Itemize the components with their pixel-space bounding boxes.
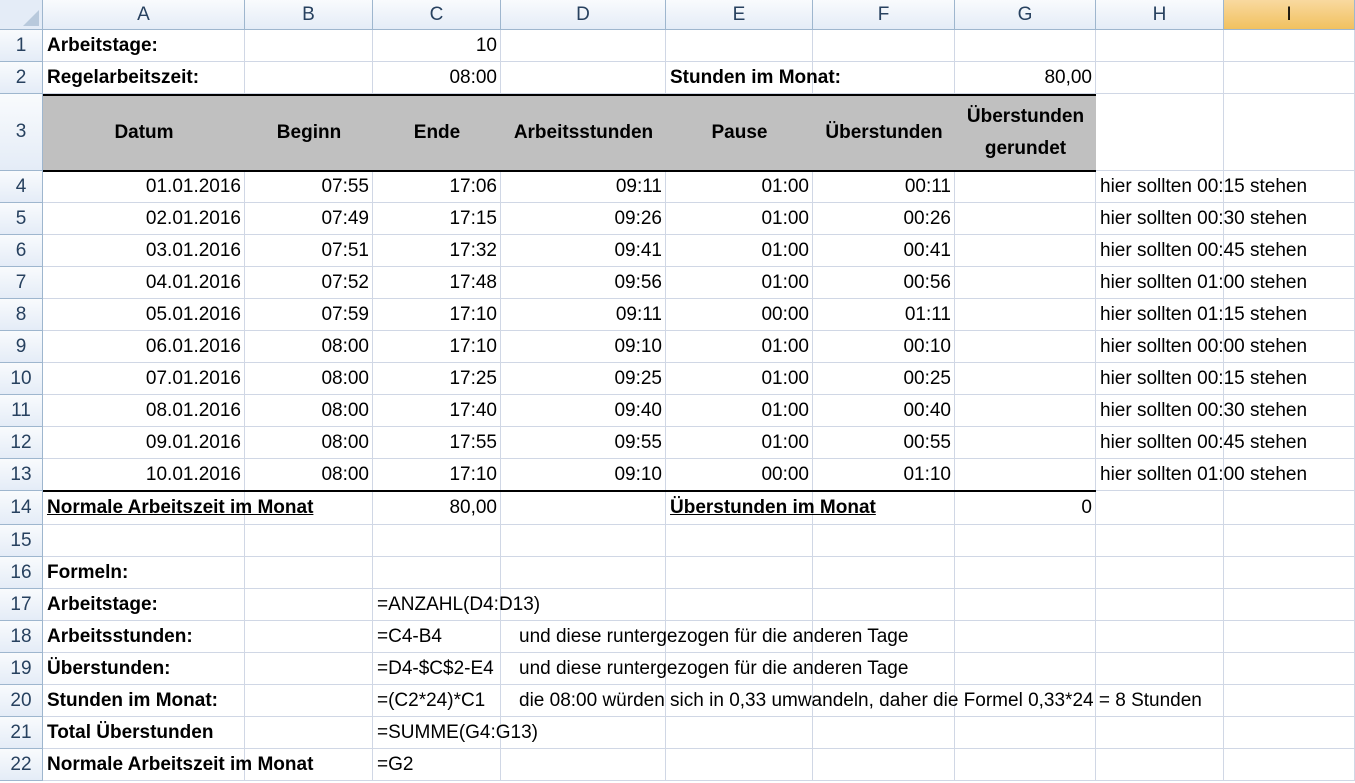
table-note: hier sollten 00:15 stehen [1100, 176, 1308, 197]
value-regelarbeitszeit: 08:00 [449, 67, 497, 88]
table-note: hier sollten 00:30 stehen [1100, 208, 1308, 229]
row-header-9[interactable]: 9 [0, 331, 43, 363]
column-header-b[interactable]: B [245, 0, 373, 30]
select-all-corner[interactable] [0, 0, 43, 30]
row-header-11[interactable]: 11 [0, 395, 43, 427]
formula-text: =SUMME(G4:G13) [377, 722, 539, 743]
table-cell: 01:00 [761, 272, 809, 293]
cell[interactable] [1224, 557, 1355, 589]
table-cell: 17:10 [449, 336, 497, 357]
column-header-h[interactable]: H [1096, 0, 1224, 30]
cell[interactable] [245, 525, 373, 557]
table-header-5: Überstunden [825, 121, 943, 143]
table-cell: 00:41 [903, 240, 951, 261]
row-header-2[interactable]: 2 [0, 62, 43, 94]
row-header-19[interactable]: 19 [0, 653, 43, 685]
table-note: hier sollten 00:00 stehen [1100, 336, 1308, 357]
cell[interactable] [501, 557, 666, 589]
table-note: hier sollten 00:15 stehen [1100, 368, 1308, 389]
column-header-e[interactable]: E [666, 0, 813, 30]
row-header-16[interactable]: 16 [0, 557, 43, 589]
cell[interactable] [666, 30, 813, 62]
cell[interactable] [501, 62, 666, 94]
row-header-20[interactable]: 20 [0, 685, 43, 717]
cell[interactable] [813, 589, 955, 621]
table-cell: 01:00 [761, 368, 809, 389]
cell[interactable] [813, 525, 955, 557]
table-cell: 01:00 [761, 240, 809, 261]
table-cell: 07:49 [321, 208, 369, 229]
table-header-6: Überstunden gerundet [966, 105, 1085, 159]
formula-note: und diese runtergezogen für die anderen Tage [519, 658, 909, 679]
table-cell: 00:00 [761, 304, 809, 325]
table-note: hier sollten 00:45 stehen [1100, 432, 1308, 453]
table-cell: 07:52 [321, 272, 369, 293]
cell[interactable] [1224, 525, 1355, 557]
cell[interactable] [501, 491, 666, 525]
row-header-3[interactable]: 3 [0, 94, 43, 171]
value-normale-arbeitszeit: 80,00 [449, 497, 497, 518]
column-header-g[interactable]: G [955, 0, 1096, 30]
cell[interactable] [1224, 30, 1355, 62]
row-header-4[interactable]: 4 [0, 171, 43, 203]
formula-note: die 08:00 würden sich in 0,33 umwandeln, daher die Formel 0,33*24 = 8 Stunden [519, 690, 1202, 711]
cell[interactable] [1224, 94, 1355, 171]
cell[interactable] [813, 749, 955, 781]
table-cell: 09:56 [614, 272, 662, 293]
column-header-c[interactable]: C [373, 0, 501, 30]
label-arbeitstage: Arbeitstage: [47, 35, 158, 56]
cell[interactable] [501, 30, 666, 62]
table-cell: 01:00 [761, 336, 809, 357]
formula-label: Normale Arbeitszeit im Monat [47, 754, 314, 775]
row-header-21[interactable]: 21 [0, 717, 43, 749]
table-cell: 00:40 [903, 400, 951, 421]
cell[interactable] [666, 589, 813, 621]
formula-text: =D4-$C$2-E4 [377, 658, 494, 679]
column-header-a[interactable]: A [43, 0, 245, 30]
row-header-22[interactable]: 22 [0, 749, 43, 781]
table-cell: 01:00 [761, 208, 809, 229]
row-header-15[interactable]: 15 [0, 525, 43, 557]
label-normale-arbeitszeit: Normale Arbeitszeit im Monat [47, 497, 314, 518]
table-cell: 17:25 [449, 368, 497, 389]
formulas-title: Formeln: [47, 562, 129, 583]
table-cell: 05.01.2016 [145, 304, 241, 325]
formula-note: und diese runtergezogen für die anderen Tage [519, 626, 909, 647]
table-cell: 08:00 [321, 464, 369, 485]
row-header-12[interactable]: 12 [0, 427, 43, 459]
cell[interactable] [666, 749, 813, 781]
row-header-5[interactable]: 5 [0, 203, 43, 235]
table-cell [955, 459, 1096, 491]
table-header-2: Ende [413, 121, 461, 143]
table-cell: 06.01.2016 [145, 336, 241, 357]
cell[interactable] [1096, 62, 1224, 94]
table-cell: 01:00 [761, 400, 809, 421]
table-cell: 17:48 [449, 272, 497, 293]
cell[interactable] [1096, 717, 1224, 749]
table-note: hier sollten 01:00 stehen [1100, 272, 1308, 293]
row-header-7[interactable]: 7 [0, 267, 43, 299]
table-cell: 00:55 [903, 432, 951, 453]
cell[interactable] [1096, 491, 1224, 525]
formula-label: Total Überstunden [47, 722, 214, 743]
cell[interactable] [373, 557, 501, 589]
table-cell: 17:32 [449, 240, 497, 261]
cell[interactable] [955, 589, 1096, 621]
table-cell: 17:10 [449, 304, 497, 325]
table-cell: 07:59 [321, 304, 369, 325]
formula-label: Überstunden: [47, 658, 171, 679]
cell[interactable] [1224, 749, 1355, 781]
cell[interactable] [813, 30, 955, 62]
table-cell: 17:55 [449, 432, 497, 453]
cell[interactable] [1096, 557, 1224, 589]
table-cell [955, 331, 1096, 363]
table-cell [955, 395, 1096, 427]
table-cell: 00:56 [903, 272, 951, 293]
table-cell: 01:10 [903, 464, 951, 485]
table-cell: 00:00 [761, 464, 809, 485]
label-regelarbeitszeit: Regelarbeitszeit: [47, 67, 200, 88]
table-cell: 01:00 [761, 432, 809, 453]
table-header-1: Beginn [276, 121, 342, 143]
row-header-8[interactable]: 8 [0, 299, 43, 331]
cell[interactable] [955, 717, 1096, 749]
cell[interactable] [1096, 525, 1224, 557]
cell[interactable] [43, 525, 245, 557]
table-cell: 09.01.2016 [145, 432, 241, 453]
table-header-4: Pause [711, 121, 768, 143]
cell[interactable] [813, 717, 955, 749]
cell[interactable] [813, 557, 955, 589]
cell[interactable] [666, 525, 813, 557]
cell[interactable] [955, 557, 1096, 589]
table-cell: 08.01.2016 [145, 400, 241, 421]
cell[interactable] [666, 717, 813, 749]
cell[interactable] [955, 749, 1096, 781]
table-cell [955, 267, 1096, 299]
table-cell: 09:55 [614, 432, 662, 453]
cell[interactable] [1224, 589, 1355, 621]
table-cell: 10.01.2016 [145, 464, 241, 485]
row-header-10[interactable]: 10 [0, 363, 43, 395]
table-cell: 09:40 [614, 400, 662, 421]
table-note: hier sollten 01:15 stehen [1100, 304, 1308, 325]
table-cell: 03.01.2016 [145, 240, 241, 261]
table-cell: 07:55 [321, 176, 369, 197]
formula-text: =(C2*24)*C1 [377, 690, 486, 711]
table-cell: 01:11 [904, 304, 951, 325]
column-header-d[interactable]: D [501, 0, 666, 30]
table-note: hier sollten 00:30 stehen [1100, 400, 1308, 421]
cell[interactable] [666, 557, 813, 589]
row-header-13[interactable]: 13 [0, 459, 43, 491]
table-cell: 07:51 [321, 240, 369, 261]
table-cell: 17:06 [449, 176, 497, 197]
value-stunden-im-monat: 80,00 [1044, 67, 1092, 88]
cell[interactable] [1224, 491, 1355, 525]
table-cell: 08:00 [321, 432, 369, 453]
cell[interactable] [955, 30, 1096, 62]
table-cell: 17:10 [449, 464, 497, 485]
formula-text: =G2 [377, 754, 414, 775]
formula-text: =C4-B4 [377, 626, 442, 647]
cell[interactable] [373, 525, 501, 557]
table-cell: 09:41 [614, 240, 662, 261]
table-cell: 09:26 [614, 208, 662, 229]
table-cell: 00:26 [903, 208, 951, 229]
column-header-f[interactable]: F [813, 0, 955, 30]
cell[interactable] [1224, 717, 1355, 749]
formula-label: Stunden im Monat: [47, 690, 218, 711]
table-cell: 09:10 [614, 464, 662, 485]
formula-text: =ANZAHL(D4:D13) [377, 594, 541, 615]
table-cell: 00:10 [903, 336, 951, 357]
table-cell: 07.01.2016 [145, 368, 241, 389]
column-header-i[interactable]: I [1224, 0, 1355, 30]
table-cell: 09:11 [615, 304, 662, 325]
formula-label: Arbeitsstunden: [47, 626, 193, 647]
table-cell: 00:25 [903, 368, 951, 389]
table-cell: 04.01.2016 [145, 272, 241, 293]
cell[interactable] [1096, 749, 1224, 781]
value-arbeitstage: 10 [475, 35, 497, 56]
formula-label: Arbeitstage: [47, 594, 158, 615]
table-cell [955, 427, 1096, 459]
cell[interactable] [1224, 62, 1355, 94]
value-ueberstunden-im-monat: 0 [1081, 497, 1092, 518]
table-cell: 09:25 [614, 368, 662, 389]
table-cell: 01.01.2016 [145, 176, 241, 197]
row-header-17[interactable]: 17 [0, 589, 43, 621]
table-cell: 09:10 [614, 336, 662, 357]
cell[interactable] [501, 525, 666, 557]
table-cell: 08:00 [321, 368, 369, 389]
table-cell [955, 203, 1096, 235]
table-header-3: Arbeitsstunden [513, 121, 654, 143]
row-header-6[interactable]: 6 [0, 235, 43, 267]
cell[interactable] [1096, 30, 1224, 62]
table-cell [955, 171, 1096, 203]
table-cell: 02.01.2016 [145, 208, 241, 229]
table-cell [955, 235, 1096, 267]
row-header-18[interactable]: 18 [0, 621, 43, 653]
table-cell: 08:00 [321, 400, 369, 421]
cell[interactable] [1096, 94, 1224, 171]
label-stunden-im-monat: Stunden im Monat: [670, 67, 841, 88]
row-header-14[interactable]: 14 [0, 491, 43, 525]
table-cell [955, 299, 1096, 331]
table-cell: 08:00 [321, 336, 369, 357]
table-note: hier sollten 00:45 stehen [1100, 240, 1308, 261]
table-cell [955, 363, 1096, 395]
table-note: hier sollten 01:00 stehen [1100, 464, 1308, 485]
table-cell: 17:15 [449, 208, 497, 229]
table-cell: 17:40 [449, 400, 497, 421]
table-cell: 00:11 [904, 176, 951, 197]
cell[interactable] [501, 749, 666, 781]
table-header-0: Datum [114, 121, 174, 143]
row-header-1[interactable]: 1 [0, 30, 43, 62]
label-ueberstunden-im-monat: Überstunden im Monat [670, 497, 876, 518]
cell[interactable] [955, 525, 1096, 557]
table-cell: 01:00 [761, 176, 809, 197]
cell[interactable] [1096, 589, 1224, 621]
table-cell: 09:11 [615, 176, 662, 197]
